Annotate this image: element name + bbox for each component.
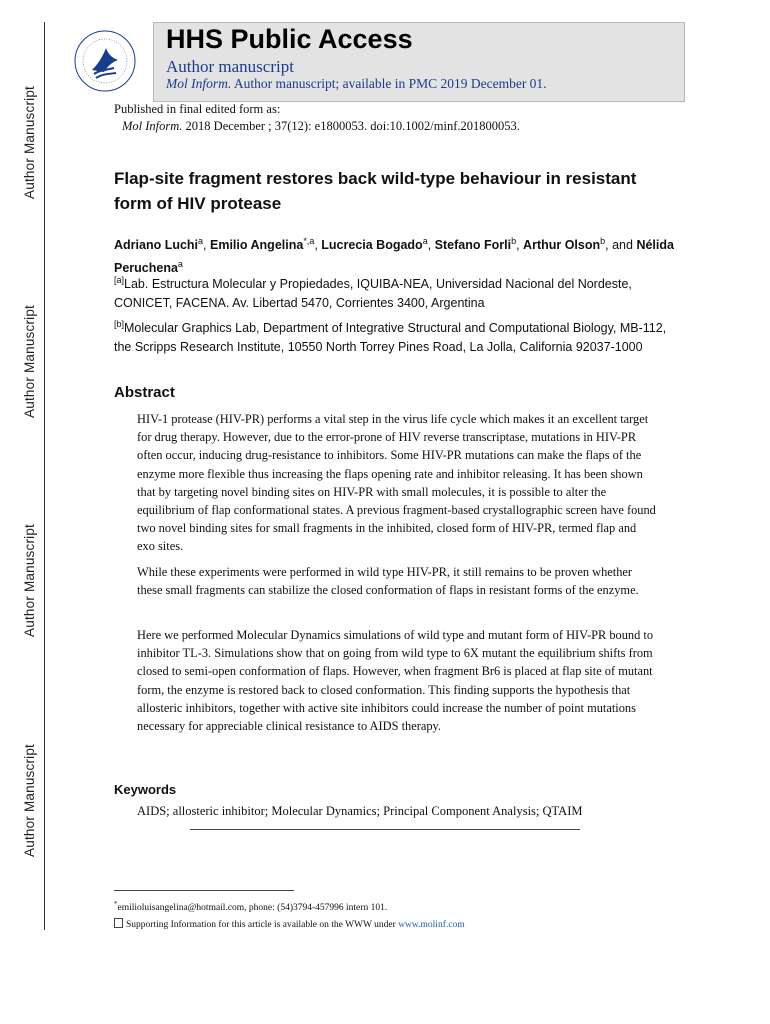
footnote-mark: * (114, 900, 118, 908)
author-name: Nélida Peruchena (114, 238, 674, 276)
affiliation (114, 271, 674, 312)
author-sup: *,a (303, 236, 315, 246)
abstract-paragraph: Here we performed Molecular Dynamics simulations of wild type and mutant form of HIV-PR bound to inhibitor TL-3. Simulations show that on going from wild type to 6X mutant the equilibrium shifts from closed to semi-open conformation of flaps. However, when fragment Br6 is placed at flap site of mutant form, the enzyme is restored back to closed conformation. This finding supports the hypothesis that allosteric inhibitors, together with active site inhibitors could increase the number of point mutations necessary for appreciable clinical resistance to AIDS therapy. (137, 628, 654, 734)
footnote-supporting-info (114, 918, 465, 930)
author-separator: , (314, 238, 322, 253)
author-name: Emilio Angelina (210, 238, 304, 253)
header-journal: Mol Inform. (166, 76, 232, 91)
keywords-divider (190, 829, 580, 830)
affiliation-mark: [a] (114, 275, 125, 285)
author (435, 238, 523, 252)
document-icon (114, 918, 123, 928)
affiliation-text: Molecular Graphics Lab, Department of Integrative Structural and Computational Biology, MB-112, the Scripps Research Institute, 10550 North Torrey Pines Road, La Jolla, California 92037-1000 (114, 321, 667, 354)
author-sup: a (177, 259, 183, 270)
sidebar-label: Author Manuscript (22, 744, 37, 857)
keywords-heading: Keywords (114, 782, 177, 797)
published-label: Published in final edited form as: (114, 102, 281, 116)
footnote-divider (114, 890, 294, 891)
molinf-link[interactable]: www.molinf.com (398, 920, 465, 930)
affiliation-mark: [b] (114, 319, 125, 329)
citation (122, 119, 520, 134)
author (114, 238, 210, 252)
author-sup: b (511, 236, 517, 246)
article-title: Flap-site fragment restores back wild-type behaviour in resistant form of HIV protease (114, 169, 637, 213)
author-separator: , (427, 238, 435, 253)
header-title: HHS Public Access (166, 24, 413, 54)
author (321, 238, 434, 252)
hhs-eagle-seal-icon (72, 28, 138, 94)
abstract-paragraph: While these experiments were performed in wild type HIV-PR, it still remains to be proven whether these small fragments can stabilize the closed conformation of flaps in resistant forms of the enzyme. (137, 565, 639, 598)
sidebar-label: Author Manuscript (22, 524, 37, 637)
author (210, 238, 321, 252)
supporting-text: Supporting Information for this article is available on the WWW under (126, 920, 399, 930)
header-subtitle: Author manuscript (166, 57, 294, 76)
author-separator: , (516, 238, 524, 253)
author-sup: a (198, 236, 204, 246)
sidebar-rule (44, 22, 45, 930)
author-separator: , and (605, 238, 637, 253)
affiliation (114, 315, 674, 356)
citation-text: 2018 December ; 37(12): e1800053. doi:10.1002/minf.201800053. (182, 119, 520, 133)
abstract-heading: Abstract (114, 384, 175, 401)
author-sup: b (600, 236, 606, 246)
sidebar-label: Author Manuscript (22, 86, 37, 199)
author-sup: a (422, 236, 428, 246)
affiliation-text: Lab. Estructura Molecular y Propiedades, IQUIBA-NEA, Universidad Nacional del Nordeste, CONICET, FACENA. Av. Libertad 5470, Corrientes 3400, Argentina (114, 277, 632, 310)
author-name: Adriano Luchi (114, 238, 199, 253)
footnote-contact-text: emilioluisangelina@hotmail.com, phone: (54)3794-457996 intern 101. (117, 903, 388, 914)
author-separator: , (203, 238, 210, 253)
sidebar-label: Author Manuscript (22, 305, 37, 418)
header-availability-text: Author manuscript; available in PMC 2019 December 01. (231, 76, 547, 91)
author-name: Lucrecia Bogado (321, 238, 423, 253)
author (523, 238, 636, 252)
author-name: Stefano Forli (434, 238, 512, 253)
keywords-text: AIDS; allosteric inhibitor; Molecular Dynamics; Principal Component Analysis; QTAIM (137, 804, 583, 818)
author-name: Arthur Olson (523, 238, 601, 253)
citation-journal: Mol Inform. (122, 119, 183, 133)
footnote-contact (114, 900, 387, 913)
abstract-paragraph: HIV-1 protease (HIV-PR) performs a vital step in the virus life cycle which makes it an excellent target for drug therapy. However, due to the error-prone of HIV reverse transcriptase, mutations in HIV-PR often occur, inducing drug-resistance to inhibitors. Some HIV-PR mutations can make the flaps of the enzyme more flexible thus increasing the flaps opening rate and inhibitor releasing. It has been shown that by targeting novel binding sites on HIV-PR with small molecules, it is possible to alter the equilibrium of flap conformational states. A previous fragment-based crystallographic screen have found two novel binding sites for small fragments in the inhibited, closed form of HIV-PR, termed flap and exo sites. (137, 412, 656, 554)
header-availability (166, 76, 547, 92)
